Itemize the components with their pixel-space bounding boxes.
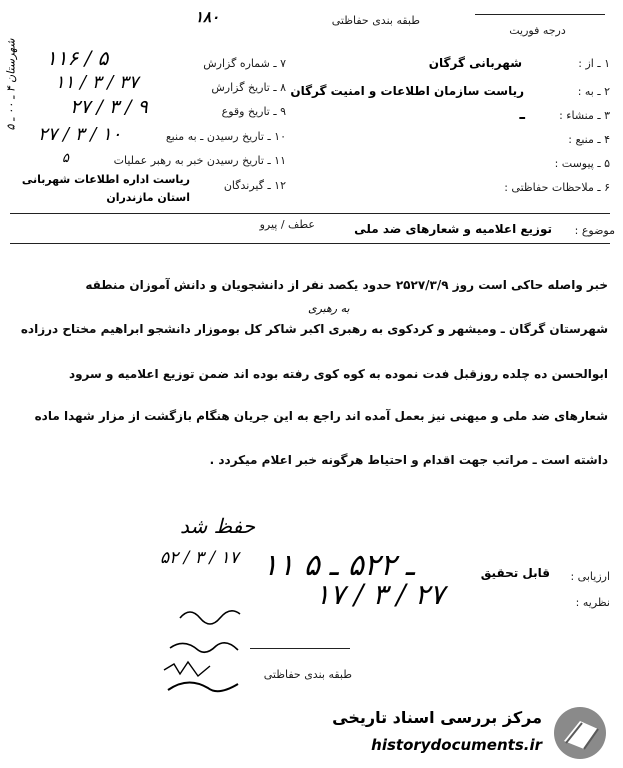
field-value-to: ریاست سازمان اطلاعات و امنیت گرگان [290, 84, 524, 98]
field-value-recipients: ریاست اداره اطلاعات شهربانی استان مازندران [21, 173, 190, 204]
field-label-received-leader: ۱۱ ـ تاریخ رسیدن خبر به رهبر عملیات [113, 154, 286, 167]
classification-label: طبقه بندی حفاظتی [331, 14, 420, 27]
field-value-report-date: ۱۱ / ۳ / ۳۷ [55, 72, 139, 93]
opinion-label: نظریه : [575, 596, 610, 609]
field-value-event-date: ۲۷ / ۳ / ۹ [70, 96, 148, 118]
watermark-title: مرکز بررسی اسناد تاریخی [332, 708, 542, 727]
urgency-label: درجه فوریت [509, 24, 566, 37]
field-value-received-leader: ۵ [62, 151, 69, 166]
evaluation-label: ارزیابی : [570, 570, 610, 583]
body-line-1: خبر واصله حاکی است روز ۲۵۲۷/۳/۹ حدود یکصد نفر از دانشجویان و دانش آموزان منطقه [85, 278, 608, 292]
field-label-report-date: ۸ ـ تاریخ گزارش [211, 81, 286, 94]
field-label-recipients: ۱۲ ـ گیرندگان [223, 179, 286, 192]
field-label-report-number: ۷ ـ شماره گزارش [203, 57, 286, 70]
body-insert: به رهبری [308, 302, 350, 315]
reference-label: عطف / پیرو [259, 218, 315, 231]
body-line-3: ابوالحسن ده چلده روزقبل فدت نموده به کوه کوی رفته بوده اند ضمن توزیع اعلامیه و سرود [68, 367, 608, 381]
handwritten-stamp-number: ۱۱ ـ ۵۲۲ ـ ۵ [262, 548, 415, 583]
field-value-from: شهربانی گرگان [428, 56, 522, 70]
field-label-security-notes: ۶ ـ ملاحظات حفاظتی : [504, 181, 610, 194]
handwritten-left-note: ۵۲ / ۳ / ۱۷ [160, 548, 239, 568]
subject-value: توزیع اعلامیه و شعارهای ضد ملی [354, 222, 552, 236]
handwritten-stamp-date: ۱۷ / ۳ / ۲۷ [315, 578, 445, 611]
classification-value: ۱۸۰ [195, 8, 220, 26]
subject-bottom-rule [10, 243, 610, 244]
field-label-event-date: ۹ ـ تاریخ وقوع [221, 105, 286, 118]
handwritten-signature: حفظ شد [180, 514, 256, 538]
book-icon [548, 703, 612, 763]
signature-scribble [150, 598, 270, 702]
field-label-to: ۲ ـ به : [577, 85, 610, 98]
margin-note: شهرستان ۴ ـ ۰۰ ـ ۵ [4, 38, 18, 131]
field-label-origin: ۳ ـ منشاء : [559, 109, 610, 122]
body-line-2: شهرستان گرگان ـ ومیشهر و کردکوی به رهبری اکبر شاکر کل بوموزار دانشجو ابراهیم مختاح درزاده [20, 322, 608, 336]
field-label-attachment: ۵ ـ پیوست : [554, 157, 610, 170]
body-line-5: داشته است ـ مراتب جهت اقدام و احتیاط هرگونه خبر اعلام میکردد . [209, 453, 608, 467]
header-rule [475, 14, 605, 15]
field-label-from: ۱ ـ از : [578, 57, 610, 70]
field-value-report-number: ۱۱۶ / ۵ [46, 46, 109, 70]
field-value-received-source: ۲۷ / ۳ / ۱۰ [38, 124, 122, 145]
signature-rule [250, 648, 350, 649]
field-value-origin: ـ [519, 104, 525, 123]
field-label-source: ۴ ـ منبع : [568, 133, 610, 146]
subject-top-rule [10, 213, 610, 214]
field-label-received-source: ۱۰ ـ تاریخ رسیدن ـ به منبع [165, 130, 286, 143]
watermark-logo [548, 703, 612, 763]
watermark-url[interactable]: historydocuments.ir [371, 736, 542, 754]
subject-label: موضوع : [574, 224, 615, 237]
footer-classification-label: طبقه بندی حفاظتی [263, 668, 352, 681]
evaluation-value: قابل تحقیق [480, 566, 550, 580]
body-line-4: شعارهای ضد ملی و میهنی نیز بعمل آمده اند راجع به این جریان هنگام بازگشت از مزار شهدا ماده [34, 409, 608, 423]
